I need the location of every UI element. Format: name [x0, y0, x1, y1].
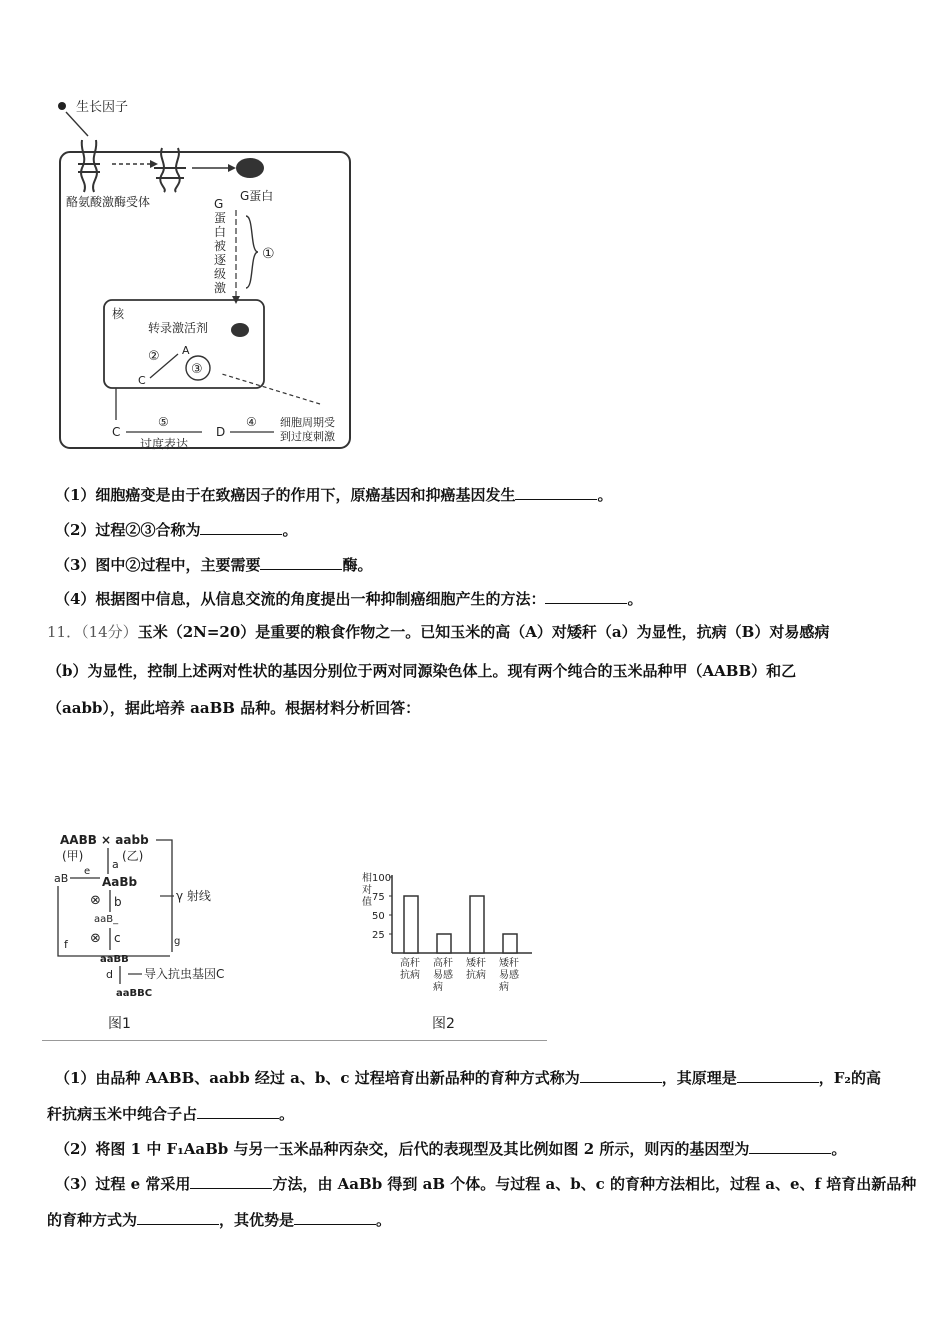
F1-label: AaBb: [102, 875, 138, 889]
q10-1: （1）细胞癌变是由于在致癌因子的作用下，原癌基因和抑癌基因发生 。: [55, 486, 613, 504]
q11-score: （14分）: [81, 623, 138, 641]
aaBBC-label: aaBBC: [116, 988, 153, 999]
receptor-label: 酪氨酸激酶受体: [66, 195, 151, 209]
overexpress-label: 过度表达: [140, 437, 189, 451]
bar-矮秆易感病: [503, 934, 517, 953]
answer-blank[interactable]: [737, 1068, 819, 1083]
svg-text:级: 级: [214, 267, 227, 281]
step-c: c: [114, 931, 121, 945]
answer-blank[interactable]: [137, 1210, 219, 1225]
q11-2: （2）将图 1 中 F₁AaBb 与另一玉米品种丙杂交，后代的表现型及其比例如图 2 所示，则丙的基因型为 。: [55, 1140, 847, 1158]
answer-blank[interactable]: [260, 555, 342, 570]
category-label: 病: [499, 982, 509, 993]
answer-blank[interactable]: [197, 1104, 279, 1119]
q11-line1: 11．（14分）玉米（2N=20）是重要的粮食作物之一。已知玉米的高（A）对矮秆（a）为显性，抗病（B）对易感病: [47, 623, 830, 641]
category-label: 抗病: [466, 970, 486, 981]
figure1-caption: 图1: [108, 1016, 131, 1032]
label-D: D: [216, 425, 226, 439]
g-protein-icon: [236, 158, 264, 178]
bar-高秆易感病: [437, 934, 451, 953]
insect-gene-label: 导入抗虫基因C: [144, 967, 225, 981]
label-C-out: C: [112, 425, 121, 439]
q11-number: 11．: [47, 623, 82, 641]
activator-icon: [231, 323, 249, 337]
q11-1b: 秆抗病玉米中纯合子占 。: [47, 1105, 295, 1123]
step4-label: ④: [246, 415, 257, 429]
chart-ylabel: [362, 871, 372, 908]
figure2-caption: 图2: [432, 1016, 455, 1032]
step-b: b: [114, 895, 122, 909]
step5-label: ⑤: [158, 415, 169, 429]
y-tick-label: 50: [372, 911, 385, 922]
g-protein-chain: [214, 197, 227, 295]
q11-line3: （aabb），据此培养 aaBB 品种。根据材料分析回答：: [47, 699, 421, 717]
ylabel-char: 值: [362, 897, 372, 908]
breeding-figure-1: [50, 830, 300, 1040]
cross-label: AABB × aabb: [60, 833, 149, 847]
yi-label: (乙): [122, 849, 144, 863]
step3-label: ③: [191, 362, 203, 377]
q11-1: （1）由品种 AABB、aabb 经过 a、b、c 过程培育出新品种的育种方式称为 ，其原理是 ，F₂的高: [55, 1069, 881, 1087]
step-d: d: [106, 968, 113, 981]
category-label: 矮秆: [499, 958, 519, 969]
figure-divider: [42, 1040, 547, 1041]
cell-cycle-label-2: 到过度刺激: [280, 430, 335, 443]
step2-label: ②: [148, 349, 160, 364]
y-tick-label: 100: [372, 873, 392, 884]
category-label: 矮秆: [466, 958, 486, 969]
growth-factor-arrow: [66, 112, 88, 136]
aB-label: aB: [54, 872, 69, 885]
cell-cycle-label-1: 细胞周期受: [280, 416, 335, 429]
q10-3: （3）图中②过程中，主要需要 酶。: [55, 556, 373, 574]
category-label: 高秆: [400, 958, 420, 969]
q11-3: （3）过程 e 常采用 方法，由 AaBb 得到 aB 个体。与过程 a、b、c 的育种方法相比，过程 a、e、f 培育出新品种: [55, 1175, 917, 1193]
answer-blank[interactable]: [580, 1068, 662, 1083]
answer-blank[interactable]: [190, 1174, 272, 1189]
step-g: g: [174, 936, 181, 947]
svg-text:白: 白: [214, 225, 227, 239]
category-label: 易感: [499, 970, 519, 981]
svg-text:蛋: 蛋: [214, 211, 227, 225]
category-label: 抗病: [400, 970, 420, 981]
activated-receptor-icon: [154, 148, 186, 192]
q10-2: （2）过程②③合称为 。: [55, 521, 298, 539]
bar-高秆抗病: [404, 896, 418, 953]
step-a: a: [112, 858, 119, 871]
phenotype-bar-chart: [360, 865, 560, 1040]
category-label: 易感: [433, 970, 453, 981]
jia-label: (甲): [62, 849, 84, 863]
step1-brace: [246, 216, 258, 288]
category-label: 病: [433, 982, 443, 993]
growth-factor-label: 生长因子: [76, 100, 129, 115]
q11-line2: （b）为显性，控制上述两对性状的基因分别位于两对同源染色体上。现有两个纯合的玉米品种甲（AABB）和乙: [47, 662, 797, 680]
svg-text:被: 被: [214, 239, 227, 253]
answer-blank[interactable]: [545, 589, 627, 604]
answer-blank[interactable]: [749, 1139, 831, 1154]
aaB-label: aaB_: [94, 914, 119, 925]
ylabel-char: 对: [362, 885, 372, 896]
step1-label: ①: [262, 246, 275, 262]
transcription-activator-label: 转录激活剂: [148, 321, 209, 335]
step-f: f: [64, 938, 68, 951]
aaBB-label: aaBB: [100, 954, 129, 965]
q10-4: （4）根据图中信息，从信息交流的角度提出一种抑制癌细胞产生的方法： 。: [55, 590, 643, 608]
svg-text:逐: 逐: [214, 253, 227, 267]
svg-text:激: 激: [214, 281, 227, 295]
step-e: e: [84, 866, 91, 877]
selfing-2: ⊗: [90, 931, 101, 946]
growth-factor-dot: [58, 102, 66, 110]
answer-blank[interactable]: [515, 485, 597, 500]
ylabel-char: 相: [362, 873, 372, 884]
y-tick-label: 25: [372, 930, 385, 941]
bar-矮秆抗病: [470, 896, 484, 953]
label-C-in: C: [138, 374, 146, 387]
gamma-label: γ 射线: [176, 889, 211, 903]
label-A: A: [182, 344, 190, 357]
receptor-icon: [78, 140, 100, 192]
answer-blank[interactable]: [294, 1210, 376, 1225]
q11-3b: 的育种方式为 ，其优势是 。: [47, 1211, 392, 1229]
nucleus-label: 核: [112, 307, 125, 321]
cell-signaling-figure: [50, 92, 380, 464]
dashed-feedback-arrow: [222, 374, 320, 404]
svg-text:G: G: [214, 197, 224, 211]
category-label: 高秆: [433, 958, 453, 969]
selfing-1: ⊗: [90, 893, 101, 908]
answer-blank[interactable]: [200, 520, 282, 535]
y-tick-label: 75: [372, 892, 385, 903]
g-protein-label: G蛋白: [240, 189, 274, 203]
